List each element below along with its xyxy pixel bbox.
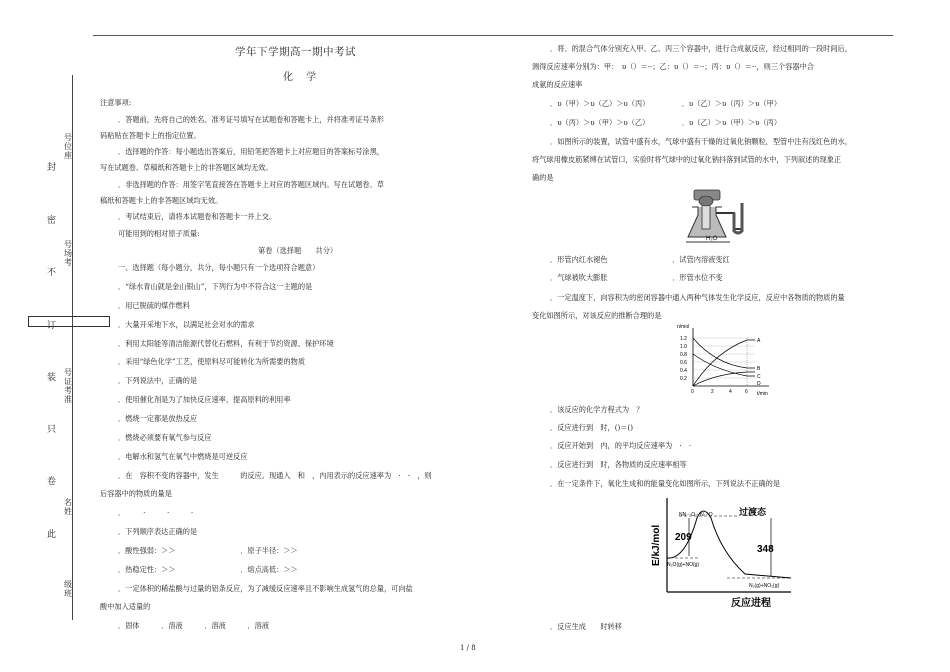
option-line: ．反应生成 时转移 — [550, 622, 622, 631]
option-line: ．反应进行到 时，各物质的反应速率相等 — [550, 460, 687, 469]
question-line: 测得反应速率分别为：甲： υ（）＝··；乙：υ（）＝··；丙：υ（）＝··，则三个容器中合 — [532, 62, 814, 71]
question-line: 将气球用橡皮筋紧缚在试管口，实验时将气球中的过氧化钠抖落到试管的水中，下列叙述的现象正 — [532, 155, 842, 164]
question-line: ．在 容积不变的容器中，发生 的反应。现通入 和 ，内用表示的反应速率为 · · ，则 — [118, 471, 432, 480]
apparatus-label: H₂O — [706, 236, 718, 242]
energy-profile-diagram — [645, 494, 795, 612]
option-line: ．电解水和氢气在氧气中燃烧是可逆反应 — [118, 452, 248, 461]
option-line: ．燃烧必须要有氧气参与反应 — [118, 433, 212, 442]
y-tick: 1.0 — [680, 344, 687, 350]
option-line: ．采用“绿色化学”工艺，使原料尽可能转化为所需要的物质 — [118, 357, 306, 366]
energy-y-label: E/kJ/mol — [651, 524, 662, 566]
option-line: ．燃烧一定都是放热反应 — [118, 414, 198, 423]
option-line: ．该反应的化学方程式为 ？ — [550, 405, 644, 414]
series-label: A — [757, 338, 761, 344]
notice-line: ．答题前，先将自己的姓名、准考证号填写在试题卷和答题卡上，并将准考证号条形 — [118, 115, 384, 124]
question-line: 酸中加入适量的 — [100, 602, 151, 611]
question-line: 变化如图所示，对该反应的推断合理的是 — [532, 311, 662, 320]
reactants-label: N₂O(g)+NO(g) — [667, 562, 700, 568]
energy-209-label: 209 — [675, 532, 692, 543]
seal-box — [28, 316, 110, 327]
apparatus-figure — [686, 189, 756, 247]
exam-subject: 化 学 — [283, 72, 322, 83]
side-label-name: 名姓 — [64, 498, 72, 516]
question-line: ．一定体积的稀盐酸与过量的铝条反应，为了减缓反应速率且不影响生成氢气的总量，可向盐 — [118, 584, 413, 593]
option-line: ．热稳定性：＞＞ ．熔点高低：＞＞ — [118, 565, 298, 574]
series-B — [693, 338, 755, 368]
seal-char: 此 — [47, 530, 57, 540]
question-line: ．“绿水青山就是金山银山”，下列行为中不符合这一主题的是 — [118, 282, 313, 291]
y-tick: 0.2 — [680, 376, 687, 382]
option-line: ．反应开始到 内，的平均反应速率为 · · — [550, 441, 692, 450]
section-title: 第卷（选择题 共分） — [258, 246, 338, 255]
y-tick: 0.4 — [680, 368, 687, 374]
option-line: ．固体 ．溶液 ．溶液 ．溶液 — [118, 621, 269, 630]
energy-348-label: 348 — [757, 544, 774, 555]
option-line: ．利用太阳能等清洁能源代替化石燃料，有利于节约资源、保护环境 — [118, 339, 334, 348]
question-line: ．下列说法中，正确的是 — [118, 376, 198, 385]
graph-y-label: n/mol — [677, 324, 690, 330]
question-line: ．下列顺序表达正确的是 — [118, 527, 198, 536]
option-line: ．形管内红水褪色 ．试管内溶液变红 — [550, 255, 730, 264]
side-label-seat: 号位座 — [64, 133, 72, 160]
y-tick: 0.8 — [680, 352, 687, 358]
notice-line: 稿纸和答题卡上的非答题区域均无效。 — [100, 196, 223, 205]
transition-state-label: 过渡态 — [739, 507, 767, 517]
x-tick: 2 — [711, 389, 714, 395]
question-line: ．将、的混合气体分别充入甲、乙、丙三个容器中，进行合成氨反应，经过相同的一段时间后， — [550, 44, 852, 53]
option-line: ． · · · — [118, 508, 194, 517]
option-line: ．用已脱硫的煤作燃料 — [118, 301, 190, 310]
seal-char: 密 — [47, 216, 57, 226]
series-label: B — [757, 366, 761, 372]
x-tick: 0 — [691, 389, 694, 395]
series-D — [693, 372, 755, 386]
series-label: D — [757, 381, 761, 387]
notice-line: ．考试结束后，请将本试题卷和答题卡一并上交。 — [118, 212, 277, 221]
seal-char: 不 — [47, 268, 57, 278]
x-tick: 4 — [729, 389, 732, 395]
question-line: 确的是 — [532, 173, 554, 182]
seal-char: 订 — [47, 321, 57, 331]
question-line: ．一定温度下，向容积为的密闭容器中通入两种气体发生化学反应，反应中各物质的物质的量 — [550, 293, 845, 302]
x-tick: 6 — [745, 389, 748, 395]
question-line: ．如图所示的装置，试管中盛有水，气球中盛有干燥的过氧化钠颗粒，型管中注有浅红色的水， — [550, 137, 852, 146]
notice-line: 码粘贴在答题卡上的指定位置。 — [100, 131, 201, 140]
option-line: ．使用催化剂是为了加快反应速率，提高原料的利用率 — [118, 395, 291, 404]
atomic-mass-line: 可能用到的相对原子质量: — [118, 229, 200, 238]
page-number: 1 / 8 — [460, 644, 476, 652]
option-line: ．反应进行到 时，()＝() — [550, 423, 634, 432]
seal-char: 装 — [47, 373, 57, 383]
part-title: 一、选择题（每小题分，共分，每小题只有一个选项符合题意） — [118, 263, 320, 272]
energy-x-label: 反应进程 — [731, 598, 771, 609]
amount-time-graph — [675, 322, 775, 398]
option-line: ．气球被吹大膨胀 ．形管水位不变 — [550, 273, 723, 282]
exam-title: 学年下学期高一期中考试 — [235, 46, 356, 58]
series-label: C — [757, 374, 761, 380]
notice-title: 注意事项: — [100, 98, 132, 107]
question-line: ．在一定条件下，氧化生成和的能量变化如图所示，下列说法不正确的是 — [550, 479, 781, 488]
y-tick: 1.2 — [680, 336, 687, 342]
side-label-ticket: 号证考准 — [64, 368, 72, 404]
option-line: ．υ（丙）＞υ（甲）＞υ（乙） ．υ（乙）＞υ（甲）＞υ（丙） — [550, 118, 782, 127]
series-A — [693, 340, 755, 386]
question-line: 成氨的反应速率 — [532, 80, 583, 89]
option-line: ．酸性强弱：＞＞ ．原子半径：＞＞ — [118, 546, 298, 555]
y-tick: 0.6 — [680, 360, 687, 366]
products-label: N₂(g)+NO₂(g) — [749, 583, 780, 589]
seal-char: 卷 — [47, 477, 57, 487]
notice-line: ．非选择题的作答：用签字笔直接答在答题卡上对应的答题区域内。写在试题卷、草 — [118, 180, 384, 189]
seal-char: 封 — [47, 163, 57, 173]
side-label-room: 号场考 — [64, 240, 72, 267]
side-label-class: 级班 — [64, 580, 72, 598]
header-rule — [93, 35, 893, 36]
transition-structure: NN···O···N···O — [679, 512, 713, 518]
option-line: ．大量开采地下水，以满足社会对水的需求 — [118, 320, 255, 329]
graph-x-label: t/min — [757, 391, 768, 397]
notice-line: ．选择题的作答：每小题选出答案后，用铅笔把答题卡上对应题目的答案标号涂黑， — [118, 147, 384, 156]
question-line: 后容器中的物质的量是 — [100, 489, 172, 498]
seal-char: 只 — [47, 425, 57, 435]
option-line: ．υ（甲）＞υ（乙）＞υ（丙） ．υ（乙）＞υ（丙）＞υ（甲） — [550, 99, 782, 108]
notice-line: 写在试题卷、草稿纸和答题卡上的非答题区域均无效。 — [100, 163, 273, 172]
